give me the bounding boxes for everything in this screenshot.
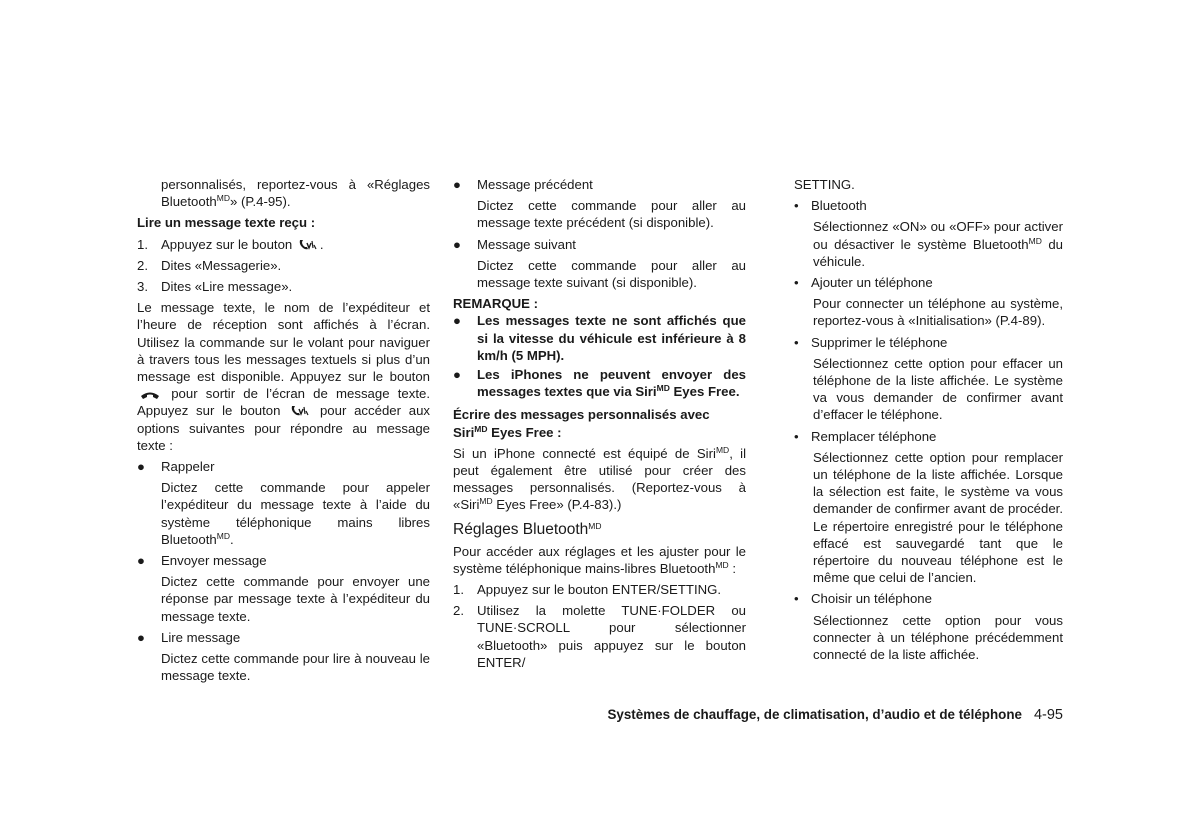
bullet: • (794, 198, 799, 214)
paragraph-sup: MD (715, 559, 729, 570)
intro-text-end: » (P.4-95). (229, 194, 291, 210)
bullet: ● (453, 177, 461, 192)
paragraph-text: Eyes Free» (P.4-83).) (492, 497, 622, 513)
bullet: ● (453, 367, 461, 383)
paragraph-text: pour accéder aux options suivantes pour répondre au message texte : (137, 403, 431, 453)
section-title-sup: MD (588, 520, 602, 531)
bullet: ● (453, 313, 461, 329)
step-number: 1. (453, 582, 464, 598)
step-suffix: . (319, 236, 324, 252)
heading-text-end: Eyes Free : (487, 424, 562, 440)
setting-replace-phone (794, 428, 1063, 445)
paragraph-text: Pour accéder aux réglages et les ajuster pour le système téléphonique mains-libres Bluetooth (453, 543, 746, 576)
option-title: Message précédent (477, 177, 593, 192)
setting-sup: MD (1028, 235, 1042, 246)
bullet: • (794, 334, 799, 350)
setting-title: Remplacer téléphone (811, 428, 937, 444)
heading-sup: MD (474, 423, 488, 434)
remarque-heading: REMARQUE : (453, 296, 538, 312)
paragraph-text: pour sortir de l’écran de message texte. Appuyez sur le bouton (137, 386, 430, 419)
bluetooth-settings-paragraph (453, 543, 746, 577)
intro-text: personnalisés, reportez-vous à «Réglages Bluetooth (161, 177, 430, 210)
setting-delete-phone (794, 334, 1063, 351)
phone-voice-icon (298, 236, 318, 252)
note-sup: MD (656, 383, 670, 394)
phone-voice-icon (290, 402, 310, 418)
chapter-title: Systèmes de chauffage, de climatisation, d’audio et de téléphone (607, 707, 1022, 722)
setting-desc: Sélectionnez «ON» ou «OFF» pour activer ou désactiver le système Bluetooth (813, 219, 1063, 252)
paragraph-sup: MD (715, 444, 730, 455)
column-left (137, 176, 430, 688)
step-number: 2. (453, 603, 464, 619)
option-precedent (453, 176, 746, 193)
option-desc: Dictez cette commande pour appeler l’expéditeur du message texte à l’aide du système téléphonique mains libres Bluetooth (161, 480, 430, 547)
setting-desc-end: du véhicule. (813, 236, 1063, 269)
option-title: Lire message (161, 629, 241, 645)
option-sup: MD (216, 530, 230, 541)
paragraph-text: Le message texte, le nom de l’expéditeur et l’heure de réception sont affichés à l’écran. Utilisez la commande sur le volant pour naviguer à travers tous les messages textuels si plus d’un message est disponible. Appuyez sur le bouton (137, 300, 430, 385)
setting-title: Ajouter un téléphone (811, 275, 933, 291)
note-2 (453, 366, 746, 400)
setting-replace-phone-desc: Sélectionnez cette option pour remplacer un téléphone de la liste affichée. Lorsque la sélection est faite, le système va vous demander de confirmer avant de procéder. Le répertoire enregistré pour le téléphone effacé est sauvegardé tant que le répertoire du nouveau téléphone est le même que celui de l’ancien. (813, 449, 1063, 586)
step-text: Appuyez sur le bouton (161, 236, 293, 252)
setting-choose-phone-desc: Sélectionnez cette option pour vous connecter à un téléphone précédemment connecté de la liste affichée. (813, 612, 1063, 663)
heading-text: Écrire des messages personnalisés avec Siri (453, 407, 710, 440)
step-number: 1. (137, 236, 148, 252)
page-footer (560, 706, 1063, 724)
column-right (794, 176, 1063, 667)
step-text: Appuyez sur le bouton ENTER/SETTING. (477, 582, 722, 598)
option-rappeler-desc (137, 479, 430, 548)
setting-bluetooth (794, 197, 1063, 214)
note-1 (453, 312, 746, 364)
option-envoyer (137, 552, 430, 569)
setting-add-phone (794, 274, 1063, 291)
page-number: 4-95 (1033, 707, 1063, 723)
bt-step-2 (453, 602, 746, 671)
intro-paragraph (137, 176, 430, 210)
step-number: 3. (137, 279, 148, 295)
option-envoyer-desc: Dictez cette commande pour envoyer une réponse par message texte à l’expéditeur du message texte. (161, 574, 430, 624)
bullet: • (794, 275, 799, 291)
bullet: ● (137, 629, 145, 645)
intro-sup: MD (216, 193, 230, 204)
step-text: Dites «Messagerie». (161, 257, 282, 273)
setting-add-phone-desc: Pour connecter un téléphone au système, reportez-vous à «Initialisation» (P.4-89). (813, 296, 1063, 329)
option-suivant (453, 236, 746, 253)
note-text: Les iPhones ne peuvent envoyer des messages textes que via Siri (477, 367, 746, 400)
step-2 (137, 257, 430, 274)
bullet: ● (137, 459, 145, 475)
option-title: Message suivant (477, 236, 576, 252)
option-precedent-desc: Dictez cette commande pour aller au message texte précédent (si disponible). (477, 198, 746, 231)
setting-choose-phone (794, 590, 1063, 607)
setting-title: Supprimer le téléphone (811, 334, 948, 350)
step-continuation: SETTING. (794, 177, 855, 192)
step-text: Dites «Lire message». (161, 279, 293, 295)
step-3 (137, 278, 430, 295)
paragraph-sup: MD (479, 496, 493, 507)
option-lire (137, 629, 430, 646)
column-middle (453, 176, 746, 675)
note-text: Les messages texte ne sont affichés que si la vitesse du véhicule est inférieure à 8 km/h (5 MPH). (477, 313, 746, 363)
paragraph-text-end: : (728, 560, 736, 576)
option-title: Envoyer message (161, 553, 267, 569)
step-number: 2. (137, 257, 148, 273)
option-lire-desc: Dictez cette commande pour lire à nouveau le message texte. (161, 651, 430, 684)
setting-bluetooth-desc (794, 218, 1063, 270)
bt-step-1 (453, 581, 746, 598)
paragraph-text: Si un iPhone connecté est équipé de Siri (453, 445, 716, 461)
note-text-end: Eyes Free. (669, 384, 740, 400)
option-rappeler (137, 458, 430, 475)
option-suivant-desc: Dictez cette commande pour aller au message texte suivant (si disponible). (477, 257, 746, 291)
bluetooth-settings-title (453, 520, 746, 540)
siri-heading (453, 406, 746, 440)
section-title-text: Réglages Bluetooth (453, 520, 589, 538)
setting-delete-phone-desc: Sélectionnez cette option pour effacer un téléphone de la liste affichée. Le système va vous demander de confirmer avant d’effacer le téléphone. (813, 355, 1063, 423)
bullet: ● (137, 553, 145, 569)
read-message-heading: Lire un message texte reçu : (137, 215, 316, 231)
siri-paragraph (453, 445, 746, 514)
setting-title: Choisir un téléphone (811, 591, 932, 607)
phone-hangup-icon (139, 389, 161, 401)
setting-title: Bluetooth (811, 198, 867, 214)
step-1 (137, 236, 430, 253)
option-desc-end: . (229, 531, 234, 547)
option-title: Rappeler (161, 459, 215, 475)
paragraph-text: , il peut également être utilisé pour créer des messages personnalisés. (Reportez-vous à «Siri (453, 445, 747, 513)
bullet: • (794, 591, 799, 607)
bullet: ● (453, 236, 461, 252)
read-message-paragraph (137, 299, 430, 454)
step-text: Utilisez la molette TUNE·FOLDER ou TUNE·SCROLL pour sélectionner «Bluetooth» puis appuyez sur le bouton ENTER/ (477, 603, 746, 670)
bullet: • (794, 428, 799, 444)
